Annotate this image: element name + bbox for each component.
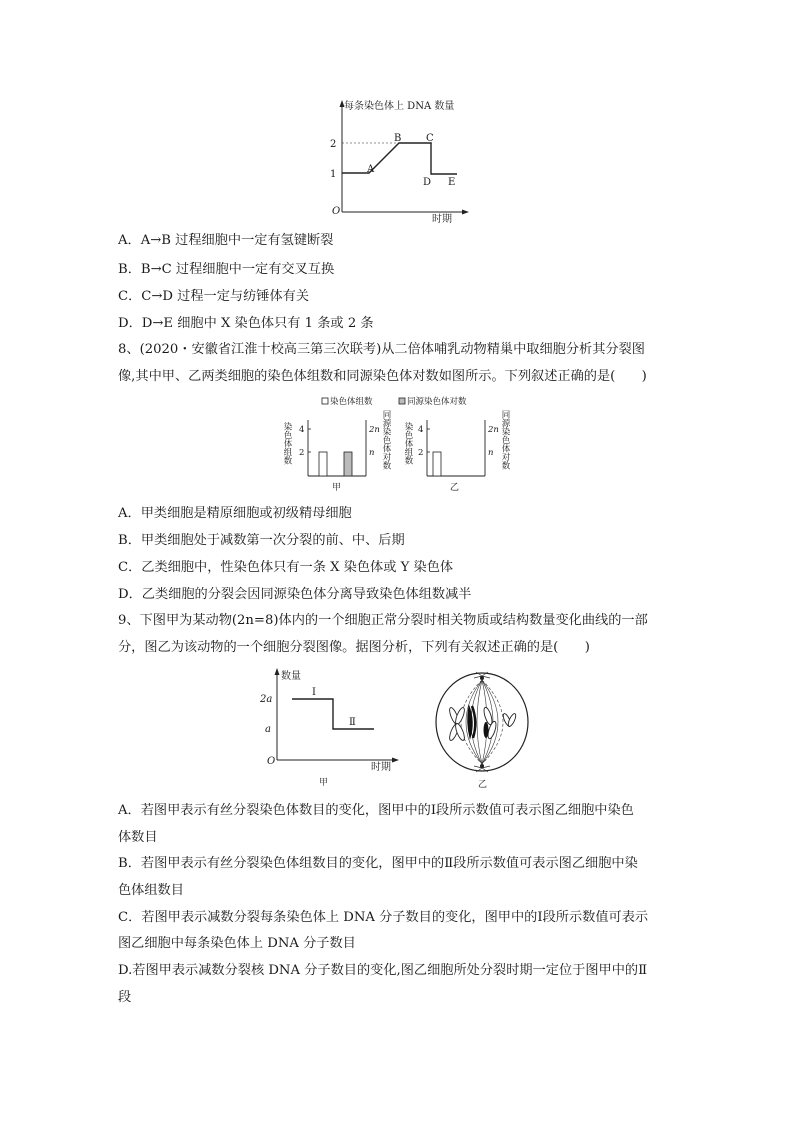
- graph3-panel-label: 甲: [319, 778, 329, 788]
- bar-jia-chromosome-sets: [319, 452, 327, 476]
- q9-option-a-line2: 体数目: [118, 830, 158, 845]
- panel-yi-tick-2n: 2n: [488, 425, 499, 435]
- q9-option-b-line2: 色体组数目: [118, 883, 184, 898]
- panel-jia-tick-4: 4: [299, 425, 305, 435]
- graph1-origin: O: [332, 206, 341, 217]
- graph1-curve: [342, 143, 457, 174]
- q7-option-d: D．D→E 细胞中 X 染色体只有 1 条或 2 条: [118, 316, 374, 331]
- graph3-ytick-a: a: [265, 724, 271, 735]
- graph1-point-e: E: [448, 177, 456, 188]
- chromosome-bar-charts: [280, 392, 520, 492]
- graph3-step-line: [292, 699, 374, 729]
- graph1-point-c: C: [426, 133, 434, 144]
- bar-yi-chromosome-sets: [433, 452, 441, 476]
- graph3-segment-1: Ⅰ: [312, 687, 316, 698]
- graph1-point-b: B: [394, 133, 402, 144]
- graph1-ytick-2: 2: [330, 139, 337, 150]
- panel-yi-tick-4: 4: [418, 425, 424, 435]
- q9-option-b-line1: B．若图甲表示有丝分裂染色体组数目的变化，图甲中的Ⅱ段所示数值可表示图乙细胞中染: [118, 856, 638, 871]
- q8-option-c: C．乙类细胞中，性染色体只有一条 X 染色体或 Y 染色体: [118, 560, 454, 575]
- q8-option-b: B．甲类细胞处于减数第一次分裂的前、中、后期: [118, 533, 405, 548]
- panel-jia-tick-2: 2: [299, 448, 305, 458]
- cell-image-label: 乙: [478, 780, 488, 790]
- graph1-xlabel: 时期: [432, 214, 452, 225]
- graph1-ylabel: 每条染色体上 DNA 数量: [344, 101, 455, 112]
- panel-yi-label: 乙: [450, 483, 460, 492]
- panel-jia-tick-n: n: [369, 448, 375, 458]
- q7-option-c: C．C→D 过程一定与纺锤体有关: [118, 289, 310, 304]
- graph1-point-d: D: [423, 177, 432, 188]
- panel-jia-left-axis-label: 染色体组数: [282, 422, 292, 465]
- graph3-ytick-2a: 2a: [260, 694, 273, 705]
- q9-option-c-line2: 图乙细胞中每条染色体上 DNA 分子数目: [118, 936, 356, 951]
- q9-option-d-line1: D.若图甲表示减数分裂核 DNA 分子数目的变化,图乙细胞所处分裂时期一定位于图甲中的Ⅱ: [118, 963, 648, 978]
- panel-yi-left-axis-label: 染色体组数: [403, 422, 413, 465]
- panel-yi-tick-n: n: [488, 448, 494, 458]
- graph3-ylabel: 数量: [281, 671, 301, 682]
- bar-jia-homologous-pairs: [344, 452, 352, 476]
- panel-yi-right-axis-label: 同源染色体对数: [500, 410, 510, 470]
- q8-option-a: A．甲类细胞是精原细胞或初级精母细胞: [118, 506, 352, 521]
- q9-option-c-line1: C．若图甲表示减数分裂每条染色体上 DNA 分子数目的变化，图甲中的Ⅰ段所示数值可表示: [118, 910, 649, 925]
- q8-option-d: D．乙类细胞的分裂会因同源染色体分离导致染色体组数减半: [118, 587, 472, 602]
- legend-chromosome-sets: 染色体组数: [330, 397, 373, 407]
- q8-stem-line2: 像,其中甲、乙两类细胞的染色体组数和同源染色体对数如图所示。下列叙述正确的是( ): [118, 369, 647, 384]
- q9-option-a-line1: A．若图甲表示有丝分裂染色体数目的变化，图甲中的Ⅰ段所示数值可表示图乙细胞中染色: [118, 803, 634, 818]
- graph1-ytick-1: 1: [330, 169, 337, 180]
- panel-yi-tick-2: 2: [418, 448, 424, 458]
- panel-jia-tick-2n: 2n: [369, 425, 380, 435]
- q9-stem-line1: 9、下图甲为某动物(2n=8)体内的一个细胞正常分裂时相关物质或结构数量变化曲线的一部: [118, 613, 648, 628]
- q8-stem-line1: 8、(2020・安徽省江淮十校高三第三次联考)从二倍体哺乳动物精巢中取细胞分析其分裂图: [118, 342, 645, 357]
- q9-stem-line2: 分，图乙为该动物的一个细胞分裂图像。据图分析，下列有关叙述正确的是( ): [118, 640, 590, 655]
- graph3-xlabel: 时期: [371, 762, 391, 773]
- quantity-step-graph: [255, 664, 405, 790]
- q7-option-a: A．A→B 过程细胞中一定有氢键断裂: [118, 233, 334, 248]
- graph1-point-a: A: [367, 164, 375, 175]
- dna-per-chromosome-graph: [320, 96, 470, 226]
- graph3-origin: O: [267, 756, 276, 767]
- cell-division-image: [432, 670, 532, 792]
- q9-option-d-line2: 段: [118, 990, 132, 1005]
- panel-jia-right-axis-label: 同源染色体对数: [381, 410, 391, 470]
- q7-option-b: B．B→C 过程细胞中一定有交叉互换: [118, 262, 335, 277]
- graph3-segment-2: Ⅱ: [349, 717, 356, 728]
- legend-homologous-pairs: 同源染色体对数: [407, 397, 467, 407]
- panel-jia-label: 甲: [332, 483, 342, 492]
